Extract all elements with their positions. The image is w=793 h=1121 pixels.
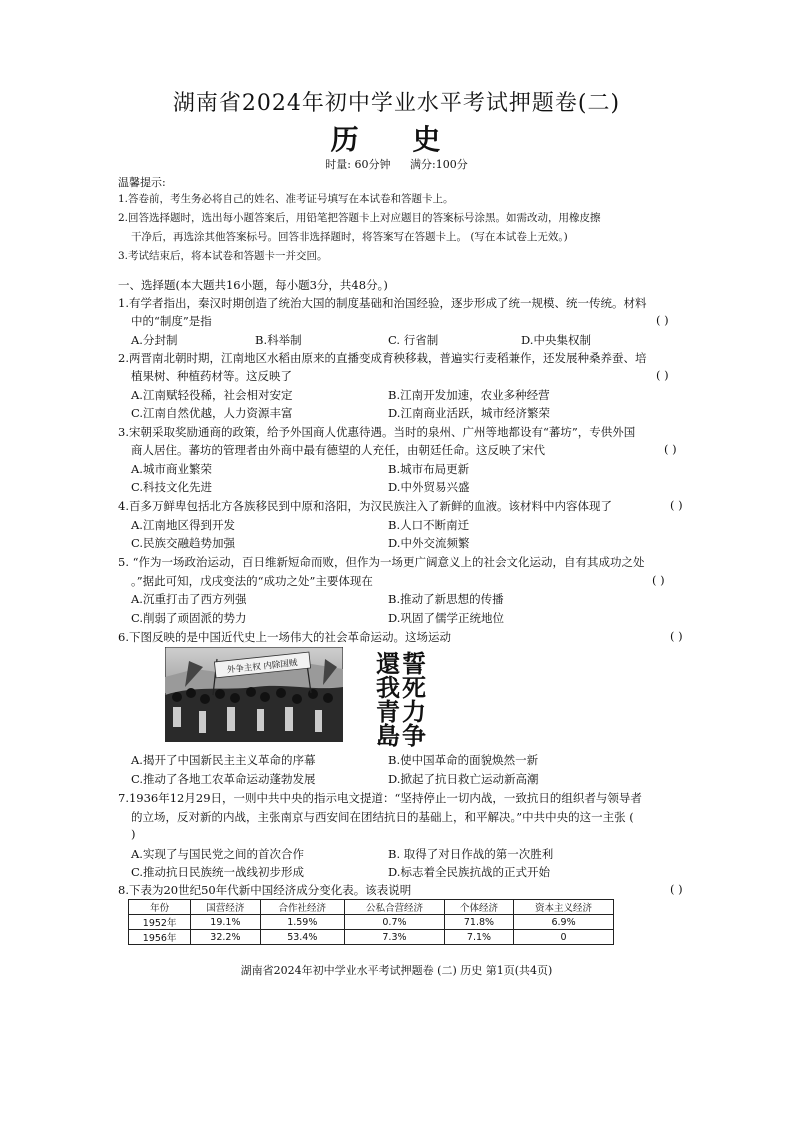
option: D.中外贸易兴盛 [388, 480, 470, 494]
question-stem: 4.百多万鲜卑包括北方各族移民到中原和洛阳，为汉民族注入了新鲜的血液。该材料中内容体现了 [118, 499, 612, 513]
slogan-char: 誓 [402, 650, 426, 678]
option: A.城市商业繁荣 [131, 462, 212, 476]
table-header-row [129, 900, 614, 915]
question-stem: ) [131, 827, 136, 841]
option: A.分封制 [131, 333, 178, 347]
option: D.中外交流频繁 [388, 536, 470, 550]
question-stem: 5. “作为一场政治运动，百日维新短命而败，但作为一场更广阔意义上的社会文化运动，自有其成功之处 [118, 555, 645, 569]
slogan-char: 我 [376, 674, 400, 702]
table-header: 个体经济 [444, 900, 513, 915]
exam-meta [0, 156, 793, 172]
option: A.江南地区得到开发 [131, 518, 235, 532]
answer-bracket: ( ) [664, 442, 677, 456]
protest-banner-text: 外争主权 内除国贼 [226, 658, 298, 676]
question-stem: 的立场，反对新的内战，主张南京与西安间在团结抗日的基础上，和平解决。”中共中央的这一主张 ( [131, 810, 634, 824]
tip-line: 干净后，再选涂其他答案标号。回答非选择题时，将答案写在答题卡上。 (写在本试卷上无效。) [131, 231, 568, 243]
table-row [129, 930, 614, 945]
option: A.实现了与国民党之间的首次合作 [131, 847, 304, 861]
option: B.城市布局更新 [388, 462, 470, 476]
option: C.民族交融趋势加强 [131, 536, 236, 550]
section-heading: 一、选择题(本大题共16小题，每小题3分，共48分。) [118, 278, 388, 292]
tip-line: 2.回答选择题时，选出每小题答案后，用铅笔把答题卡上对应题目的答案标号涂黑。如需改动，用橡皮擦 [118, 212, 601, 224]
tip-line: 1.答卷前，考生务必将自己的姓名、准考证号填写在本试卷和答题卡上。 [118, 193, 454, 205]
option: D.中央集权制 [521, 333, 591, 347]
table-cell: 7.1% [444, 930, 513, 945]
option: B.人口不断南迁 [388, 518, 470, 532]
option: C.科技文化先进 [131, 480, 213, 494]
question-stem: 3.宋朝采取奖励通商的政策，给予外国商人优惠待遇。当时的泉州、广州等地都设有“蕃坊”，专供外国 [118, 425, 636, 439]
table-header: 年份 [129, 900, 191, 915]
option: A.揭开了中国新民主主义革命的序幕 [131, 753, 316, 767]
table-cell: 6.9% [514, 915, 614, 930]
table-cell: 1952年 [129, 915, 191, 930]
table-cell: 0.7% [345, 915, 445, 930]
option: D.标志着全民族抗战的正式开始 [388, 865, 550, 879]
table-header: 国营经济 [191, 900, 260, 915]
table-cell: 1956年 [129, 930, 191, 945]
slogan-column-left [376, 652, 400, 748]
answer-bracket: ( ) [656, 368, 669, 382]
slogan-char: 死 [402, 674, 426, 702]
table-cell: 0 [514, 930, 614, 945]
table-header: 公私合营经济 [345, 900, 445, 915]
option: C.推动了各地工农革命运动蓬勃发展 [131, 772, 316, 786]
time-limit: 时量: 60分钟 [325, 158, 391, 171]
option: A.沉重打击了西方列强 [131, 592, 247, 606]
option: B.科举制 [255, 333, 302, 347]
full-score: 满分:100分 [410, 158, 468, 171]
question-stem: 。”据此可知，戊戌变法的“成功之处”主要体现在 [131, 574, 373, 588]
table-cell: 71.8% [444, 915, 513, 930]
answer-bracket: ( ) [670, 498, 683, 512]
table-row [129, 915, 614, 930]
question-stem: 1.有学者指出，秦汉时期创造了统治大国的制度基础和治国经验，逐步形成了统一规模、统一传统。材料 [118, 296, 647, 310]
table-cell: 1.59% [260, 915, 345, 930]
option: A.江南赋轻役稀，社会相对安定 [131, 388, 293, 402]
slogan-char: 争 [402, 722, 426, 750]
answer-bracket: ( ) [670, 629, 683, 643]
page-footer: 湖南省2024年初中学业水平考试押题卷 (二) 历史 第1页(共4页) [240, 964, 553, 977]
question-stem: 植果树、种植药材等。这反映了 [131, 369, 292, 383]
option: C.削弱了顽固派的势力 [131, 611, 247, 625]
table-cell: 19.1% [191, 915, 260, 930]
exam-title: 湖南省2024年初中学业水平考试押题卷(二) [172, 91, 621, 116]
may-fourth-photo [165, 647, 343, 742]
option: C. 行省制 [388, 333, 439, 347]
table-cell: 53.4% [260, 930, 345, 945]
question-stem: 6.下图反映的是中国近代史上一场伟大的社会革命运动。这场运动 [118, 630, 451, 644]
option: C.推动抗日民族统一战线初步形成 [131, 865, 305, 879]
table-cell: 32.2% [191, 930, 260, 945]
answer-bracket: ( ) [656, 313, 669, 327]
slogan-char: 青 [376, 698, 400, 726]
option: B. 取得了对日作战的第一次胜利 [388, 847, 554, 861]
slogan-char: 島 [376, 722, 400, 750]
question-stem: 中的“制度”是指 [131, 314, 212, 328]
option: C.江南自然优越，人力资源丰富 [131, 406, 293, 420]
table-header: 合作社经济 [260, 900, 345, 915]
tips-heading: 温馨提示: [118, 176, 166, 189]
option: B.江南开发加速，农业多种经营 [388, 388, 550, 402]
option: D.江南商业活跃，城市经济繁荣 [388, 406, 550, 420]
answer-bracket: ( ) [670, 882, 683, 896]
slogan-column-right [402, 652, 426, 748]
table-header: 资本主义经济 [514, 900, 614, 915]
question-stem: 2.两晋南北朝时期，江南地区水稻由原来的直播变成育秧移栽，普遍实行麦稻兼作，还发展种桑养蚕、培 [118, 351, 647, 365]
option: D.掀起了抗日救亡运动新高潮 [388, 772, 539, 786]
economy-table [128, 899, 614, 945]
option: B.使中国革命的面貌焕然一新 [388, 753, 539, 767]
answer-bracket: ( ) [652, 573, 665, 587]
question-stem: 7.1936年12月29日，一则中共中央的指示电文提道：“坚持停止一切内战，一致抗日的组织者与领导者 [118, 791, 642, 805]
slogan-char: 還 [376, 650, 400, 678]
tip-line: 3.考试结束后，将本试卷和答题卡一并交回。 [118, 250, 328, 262]
option: D.巩固了儒学正统地位 [388, 611, 504, 625]
question-stem: 8.下表为20世纪50年代新中国经济成分变化表。该表说明 [118, 883, 412, 897]
question-stem: 商人居住。蕃坊的管理者由外商中最有德望的人充任，由朝廷任命。这反映了宋代 [131, 443, 545, 457]
slogan-char: 力 [402, 698, 426, 726]
subject-title: 历 史 [330, 123, 463, 156]
table-cell: 7.3% [345, 930, 445, 945]
option: B.推动了新思想的传播 [388, 592, 504, 606]
